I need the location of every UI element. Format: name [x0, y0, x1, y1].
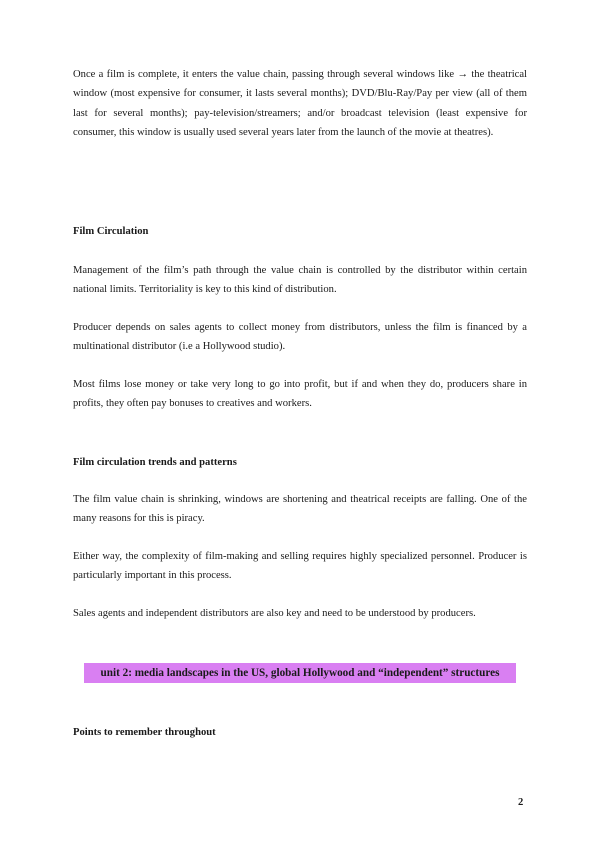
heading-film-circulation-trends: Film circulation trends and patterns [73, 457, 237, 468]
paragraph-producer: Producer depends on sales agents to collect money from distributors, unless the film is financed by a multinational distributor (i.e a Hollywood studio). [73, 322, 527, 353]
heading-film-circulation: Film Circulation [73, 226, 149, 237]
heading-points-to-remember: Points to remember throughout [73, 727, 216, 738]
paragraph-management: Management of the film’s path through the value chain is controlled by the distributor within certain national limits. Territoriality is key to this kind of distribution. [73, 265, 527, 296]
page-number: 2 [518, 797, 524, 808]
paragraph-shrinking: The film value chain is shrinking, windows are shortening and theatrical receipts are falling. One of the many reasons for this is piracy. [73, 494, 527, 525]
unit-title-highlight: unit 2: media landscapes in the US, global Hollywood and “independent” structures [84, 663, 516, 683]
paragraph-complexity: Either way, the complexity of film-making and selling requires highly specialized personnel. Producer is particularly important in this process. [73, 551, 527, 582]
paragraph-value-chain: Once a film is complete, it enters the value chain, passing through several windows like → the theatrical window (most expensive for consumer, it lasts several months); DVD/Blu-Ray/Pay per view (all of them last for several months); pay-television/streamers; and/or broadcast television (least expensive for consumer, this window is usually used several years later from the launch of the movie at theatres). [73, 69, 527, 139]
paragraph-sales-agents: Sales agents and independent distributors are also key and need to be understood by producers. [73, 608, 476, 619]
paragraph-most-films: Most films lose money or take very long to go into profit, but if and when they do, producers share in profits, they often pay bonuses to creatives and workers. [73, 379, 527, 410]
